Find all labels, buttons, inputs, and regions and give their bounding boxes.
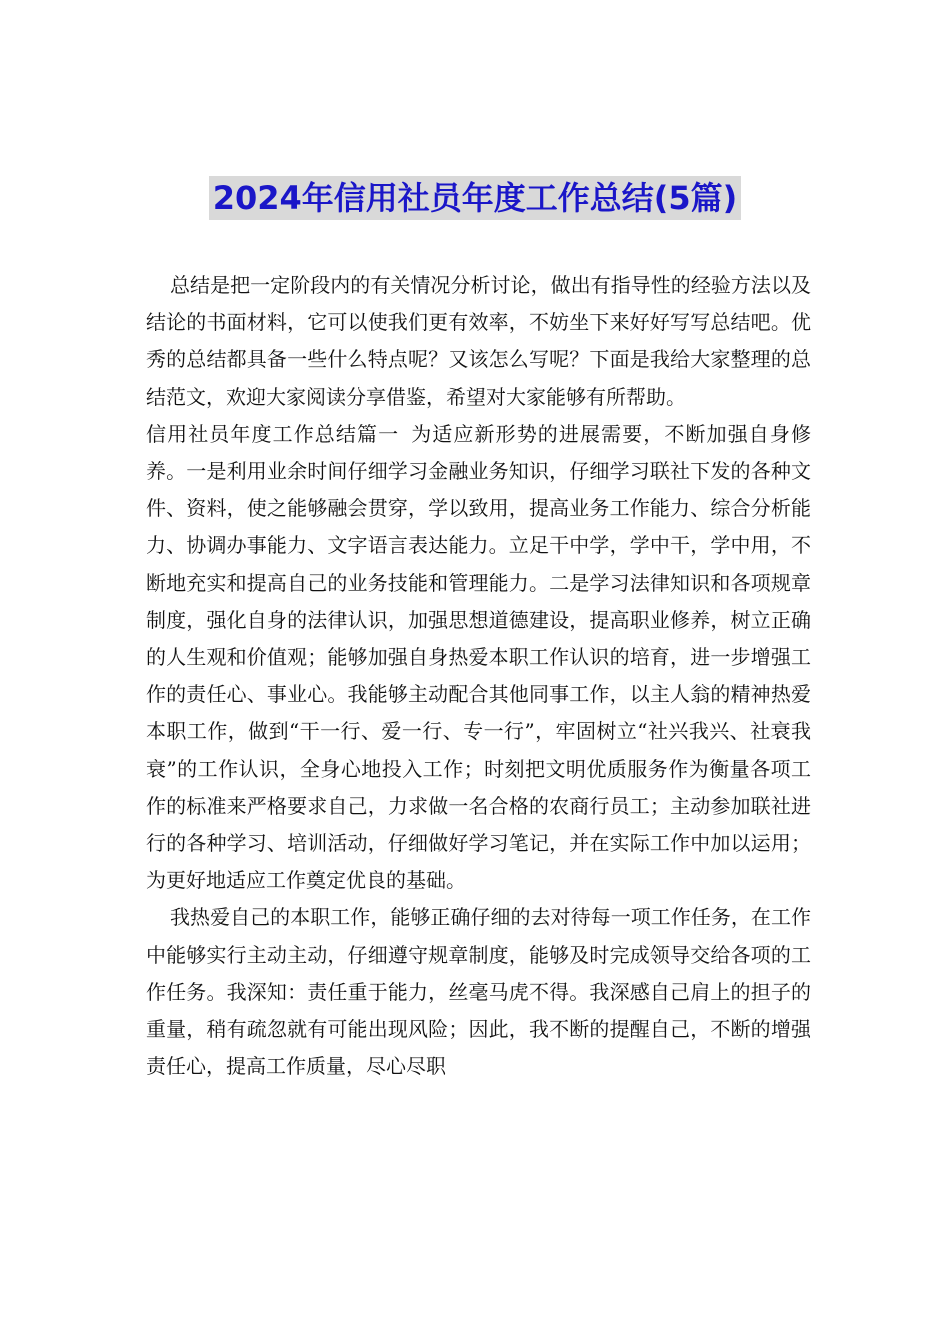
section-one-paragraph [146, 416, 811, 900]
section-one-text: 为适应新形势的进展需要，不断加强自身修养。一是利用业余时间仔细学习金融业务知识，仔细学习联社下发的各种文件、资料，使之能够融会贯穿，学以致用，提高业务工作能力、综合分析能力、协调办事能力、文字语言表达能力。立足干中学，学中干，学中用，不断地充实和提高自己的业务技能和管理能力。二是学习法律知识和各项规章制度，强化自身的法律认识，加强思想道德建设，提高职业修养，树立正确的人生观和价值观；能够加强自身热爱本职工作认识的培育，进一步增强工作的责任心、事业心。我能够主动配合其他同事工作，以主人翁的精神热爱本职工作，做到“干一行、爱一行、专一行”，牢固树立“社兴我兴、社衰我衰”的工作认识，全身心地投入工作；时刻把文明优质服务作为衡量各项工作的标准来严格要求自己，力求做一名合格的农商行员工；主动参加联社进行的各种学习、培训活动，仔细做好学习笔记，并在实际工作中加以运用；为更好地适应工作奠定优良的基础。 [146, 421, 812, 893]
document-body [146, 267, 811, 1085]
title-container [0, 176, 950, 220]
intro-paragraph: 总结是把一定阶段内的有关情况分析讨论，做出有指导性的经验方法以及结论的书面材料，它可以使我们更有效率，不妨坐下来好好写写总结吧。优秀的总结都具备一些什么特点呢？又该怎么写呢？下面是我给大家整理的总结范文，欢迎大家阅读分享借鉴，希望对大家能够有所帮助。 [146, 273, 811, 409]
second-paragraph: 我热爱自己的本职工作，能够正确仔细的去对待每一项工作任务，在工作中能够实行主动主动，仔细遵守规章制度，能够及时完成领导交给各项的工作任务。我深知：责任重于能力，丝毫马虎不得。我深感自己肩上的担子的重量，稍有疏忽就有可能出现风险；因此，我不断的提醒自己，不断的增强责任心，提高工作质量，尽心尽职 [146, 905, 811, 1079]
section-title: 信用社员年度工作总结篇一 [146, 421, 400, 446]
document-title: 2024年信用社员年度工作总结(5篇) [209, 176, 742, 220]
